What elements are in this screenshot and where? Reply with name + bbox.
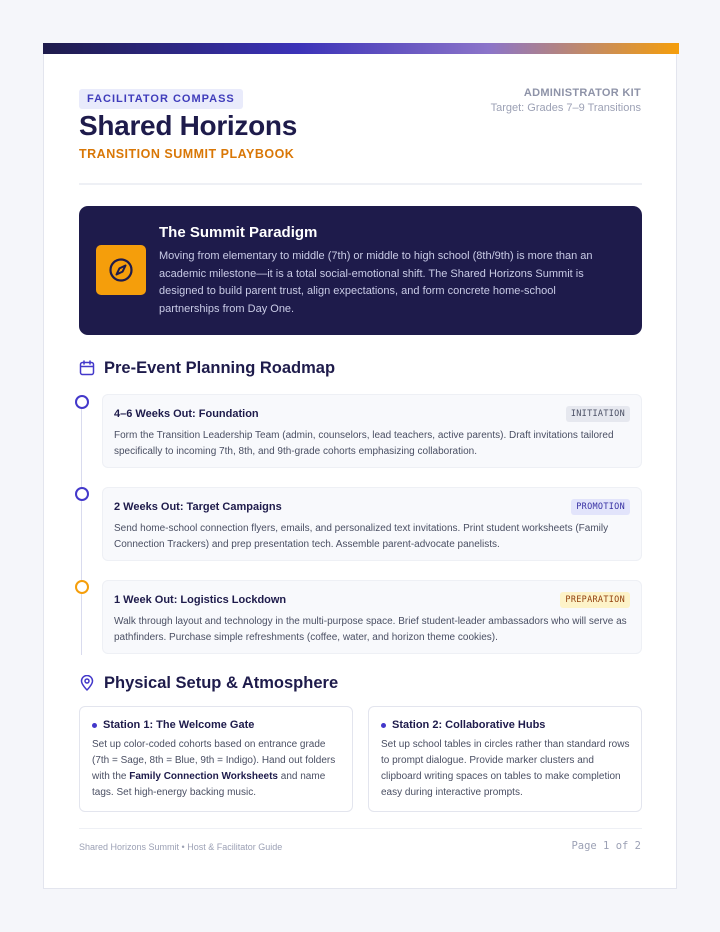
roadmap-card-text: Send home-school connection flyers, emails, and personalized text invitations. Print student worksheets (Family Connection Trackers) and prep presentation tech. Assemble parent-advocate panelists. [114, 523, 609, 550]
compass-icon [96, 245, 146, 295]
accent-bar [43, 43, 679, 54]
station-text [92, 737, 344, 801]
kit-target: Target: Grades 7–9 Transitions [490, 102, 641, 114]
roadmap-card [102, 487, 642, 561]
station-text-part: and name tags. Set high-energy backing music. [92, 771, 326, 798]
station-card [368, 706, 642, 812]
roadmap-card-text: Walk through layout and technology in the multi-purpose space. Brief student-leader ambassadors who will serve as pathfinders. Purchase simple refreshments (coffee, water, and horizon theme cookies). [114, 616, 627, 643]
roadmap-card-title: 1 Week Out: Logistics Lockdown [114, 594, 287, 606]
header-divider [79, 183, 642, 185]
bullet-icon [381, 723, 386, 728]
phase-tag: PREPARATION [560, 592, 630, 608]
roadmap-card [102, 394, 642, 468]
timeline-line [81, 403, 82, 655]
page-number: Page 1 of 2 [571, 840, 641, 852]
timeline-dot [75, 487, 89, 501]
footer-divider [79, 828, 642, 829]
roadmap-card-title: 4–6 Weeks Out: Foundation [114, 408, 259, 420]
paradigm-text: Moving from elementary to middle (7th) or middle to high school (8th/9th) is more than an academic milestone—it is a total social-emotional shift. The Shared Horizons Summit is designed to build parent trust, align expectations, and form concrete home-school partnerships from Day One. [159, 250, 593, 315]
roadmap-heading [79, 357, 335, 379]
roadmap-card-text: Form the Transition Leadership Team (admin, counselors, lead teachers, active parents). Draft invitations tailored specifically to incoming 7th, 8th, and 9th-grade cohorts emphasizing collaboration. [114, 430, 614, 457]
footer-text: Shared Horizons Summit • Host & Facilitator Guide [79, 842, 283, 852]
page-subtitle: TRANSITION SUMMIT PLAYBOOK [79, 147, 295, 161]
station-title-text: Station 2: Collaborative Hubs [392, 719, 546, 731]
map-pin-icon [79, 675, 95, 691]
paradigm-title: The Summit Paradigm [159, 224, 318, 241]
station-title [92, 719, 254, 731]
roadmap-card [102, 580, 642, 654]
timeline-dot [75, 395, 89, 409]
document-page [43, 43, 677, 889]
timeline-dot [75, 580, 89, 594]
calendar-icon [79, 360, 95, 376]
phase-tag: INITIATION [566, 406, 630, 422]
station-text: Set up school tables in circles rather than standard rows to prompt dialogue. Provide marker clusters and clipboard writing spaces on tables to make completion easy during interactive prompts. [381, 739, 630, 798]
station-text-bold: Family Connection Worksheets [129, 771, 278, 782]
kit-label: ADMINISTRATOR KIT [523, 87, 641, 99]
page-title: Shared Horizons [79, 110, 297, 141]
kit-info [491, 87, 641, 114]
header-badge: FACILITATOR COMPASS [79, 89, 243, 109]
paradigm-callout [79, 206, 642, 335]
setup-title: Physical Setup & Atmosphere [104, 673, 339, 692]
station-title-text: Station 1: The Welcome Gate [103, 719, 255, 731]
roadmap-card-title: 2 Weeks Out: Target Campaigns [114, 501, 282, 513]
station-card [79, 706, 353, 812]
bullet-icon [92, 723, 97, 728]
station-text-part: Set up color-coded cohorts based on entrance grade (7th = Sage, 8th = Blue, 9th = Indigo). Hand out folders with the [92, 739, 336, 782]
roadmap-title: Pre-Event Planning Roadmap [104, 358, 336, 377]
station-title [381, 719, 545, 731]
phase-tag: PROMOTION [571, 499, 630, 515]
setup-heading [79, 672, 338, 694]
